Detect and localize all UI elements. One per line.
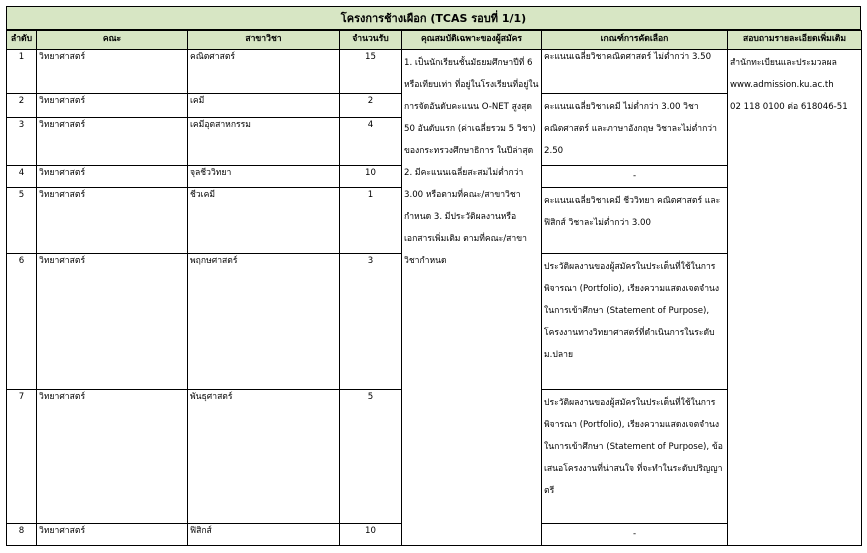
- row-order: 4: [7, 166, 37, 188]
- header-major: สาขาวิชา: [188, 31, 340, 50]
- row-seats: 5: [340, 390, 402, 524]
- row-faculty: วิทยาศาสตร์: [37, 188, 188, 254]
- row-faculty: วิทยาศาสตร์: [37, 166, 188, 188]
- row-faculty: วิทยาศาสตร์: [37, 118, 188, 166]
- row-seats: 10: [340, 166, 402, 188]
- row-seats: 2: [340, 94, 402, 118]
- row-order: 5: [7, 188, 37, 254]
- criteria-cell: ประวัติผลงานของผู้สมัครในประเด็นที่ใช้ในการพิจารณา (Portfolio), เรียงความแสดงเจตจำนงในการเข้าศึกษา (Statement of Purpose), โครงงานทางวิทยาศาสตร์ที่ดำเนินการในระดับ ม.ปลาย: [542, 254, 728, 390]
- row-major: จุลชีววิทยา: [188, 166, 340, 188]
- row-seats: 4: [340, 118, 402, 166]
- contact-cell: [728, 50, 862, 546]
- criteria-cell: -: [542, 166, 728, 188]
- row-faculty: วิทยาศาสตร์: [37, 50, 188, 94]
- table-row: [7, 50, 862, 94]
- header-contact: สอบถามรายละเอียดเพิ่มเติม: [728, 31, 862, 50]
- row-order: 7: [7, 390, 37, 524]
- header-faculty: คณะ: [37, 31, 188, 50]
- row-faculty: วิทยาศาสตร์: [37, 254, 188, 390]
- criteria-cell: คะแนนเฉลี่ยวิชาเคมี ชีววิทยา คณิตศาสตร์ และฟิสิกส์ วิชาละไม่ต่ำกว่า 3.00: [542, 188, 728, 254]
- table-title: โครงการช้างเผือก (TCAS รอบที่ 1/1): [6, 6, 861, 30]
- row-major: พันธุศาสตร์: [188, 390, 340, 524]
- contact-website[interactable]: www.admission.ku.ac.th: [730, 80, 834, 90]
- row-faculty: วิทยาศาสตร์: [37, 390, 188, 524]
- header-order: ลำดับ: [7, 31, 37, 50]
- header-seats: จำนวนรับ: [340, 31, 402, 50]
- row-major: เคมีอุตสาหกรรม: [188, 118, 340, 166]
- qualifications-cell: 1. เป็นนักเรียนชั้นมัธยมศึกษาปีที่ 6 หรือเทียบเท่า ที่อยู่ในโรงเรียนที่อยู่ในการจัดอันดับคะแนน O-NET สูงสุด 50 อันดับแรก (ค่าเฉลี่ยรวม 5 วิชา) ของกระทรวงศึกษาธิการ ในปีล่าสุด 2. มีคะแนนเฉลี่ยสะสมไม่ต่ำกว่า 3.00 หรือตามที่คณะ/สาขาวิชากำหนด 3. มีประวัติผลงานหรือเอกสารเพิ่มเติม ตามที่คณะ/สาขาวิชากำหนด: [402, 50, 542, 546]
- row-order: 2: [7, 94, 37, 118]
- row-major: ชีวเคมี: [188, 188, 340, 254]
- header-qualifications: คุณสมบัติเฉพาะของผู้สมัคร: [402, 31, 542, 50]
- row-faculty: วิทยาศาสตร์: [37, 94, 188, 118]
- row-order: 6: [7, 254, 37, 390]
- row-major: ฟิสิกส์: [188, 524, 340, 546]
- row-order: 8: [7, 524, 37, 546]
- contact-phone: 02 118 0100 ต่อ 618046-51: [730, 102, 848, 112]
- row-order: 3: [7, 118, 37, 166]
- row-major: พฤกษศาสตร์: [188, 254, 340, 390]
- header-row: [7, 31, 862, 50]
- criteria-cell: คะแนนเฉลี่ยวิชาเคมี ไม่ต่ำกว่า 3.00 วิชาคณิตศาสตร์ และภาษาอังกฤษ วิชาละไม่ต่ำกว่า 2.50: [542, 94, 728, 166]
- header-criteria: เกณฑ์การคัดเลือก: [542, 31, 728, 50]
- row-seats: 15: [340, 50, 402, 94]
- row-seats: 1: [340, 188, 402, 254]
- row-major: คณิตศาสตร์: [188, 50, 340, 94]
- criteria-cell: -: [542, 524, 728, 546]
- row-seats: 3: [340, 254, 402, 390]
- document-page: [6, 6, 861, 550]
- contact-office: สำนักทะเบียนและประมวลผล: [730, 58, 837, 68]
- row-seats: 10: [340, 524, 402, 546]
- row-order: 1: [7, 50, 37, 94]
- row-faculty: วิทยาศาสตร์: [37, 524, 188, 546]
- admission-table: [6, 30, 862, 546]
- row-major: เคมี: [188, 94, 340, 118]
- criteria-cell: คะแนนเฉลี่ยวิชาคณิตศาสตร์ ไม่ต่ำกว่า 3.50: [542, 50, 728, 94]
- criteria-cell: ประวัติผลงานของผู้สมัครในประเด็นที่ใช้ในการพิจารณา (Portfolio), เรียงความแสดงเจตจำนงในการเข้าศึกษา (Statement of Purpose), ข้อเสนอโครงงานที่น่าสนใจ ที่จะทำในระดับปริญญาตรี: [542, 390, 728, 524]
